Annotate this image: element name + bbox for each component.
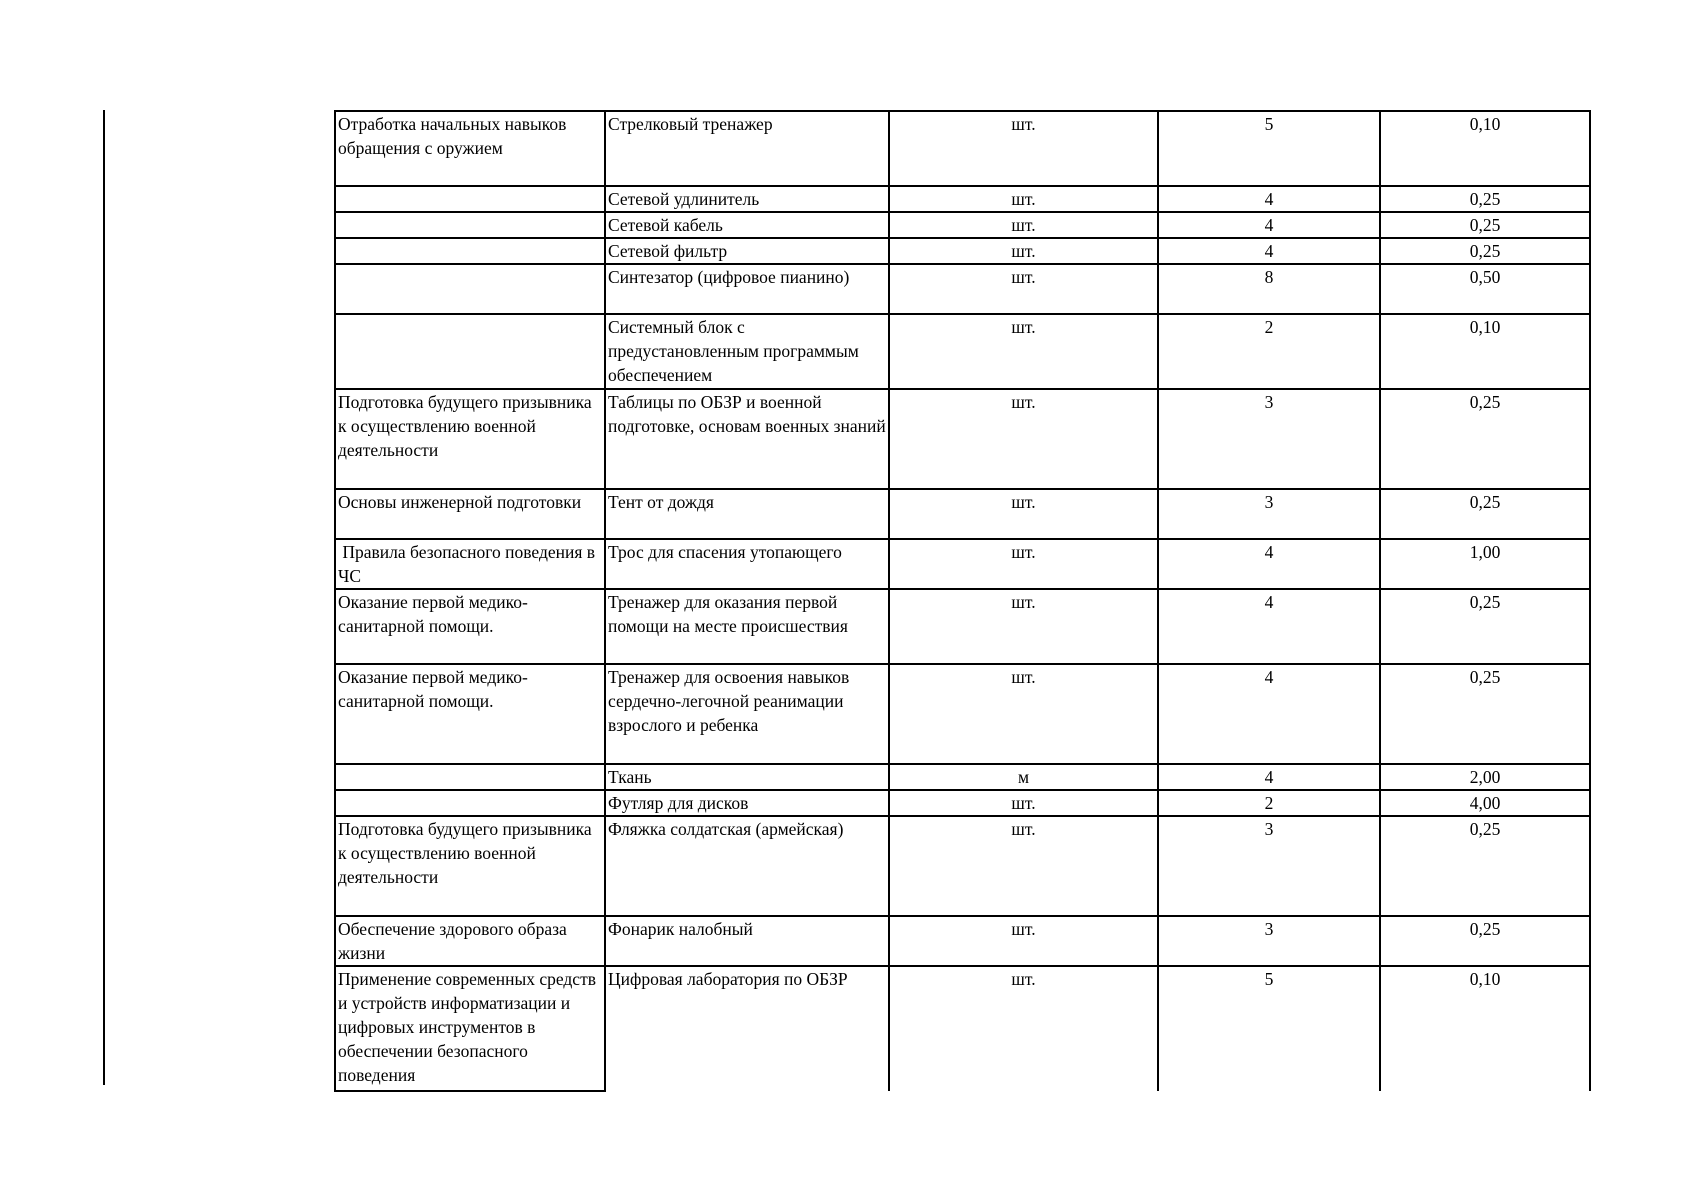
- table-row: [335, 816, 1590, 916]
- quantity-cell: 4: [1158, 539, 1380, 589]
- term-cell: 2,00: [1380, 764, 1590, 790]
- area-cell: Подготовка будущего призывника к осуществлению военной деятельности: [335, 389, 605, 489]
- quantity-cell: 4: [1158, 238, 1380, 264]
- area-cell: [335, 264, 605, 314]
- table-row: [335, 238, 1590, 264]
- term-cell: 0,25: [1380, 389, 1590, 489]
- unit-cell: шт.: [889, 916, 1158, 966]
- equipment-table: [334, 110, 1591, 1092]
- term-cell: 0,25: [1380, 212, 1590, 238]
- unit-cell: шт.: [889, 790, 1158, 816]
- area-cell: [335, 764, 605, 790]
- quantity-cell: 2: [1158, 790, 1380, 816]
- term-cell: 0,25: [1380, 489, 1590, 539]
- term-cell: 0,10: [1380, 314, 1590, 389]
- area-cell: [335, 314, 605, 389]
- quantity-cell: 4: [1158, 186, 1380, 212]
- area-cell: [335, 186, 605, 212]
- table-row: [335, 966, 1590, 1091]
- item-cell: Системный блок с предустановленным программым обеспечением: [605, 314, 889, 389]
- table-row: [335, 790, 1590, 816]
- quantity-cell: 3: [1158, 489, 1380, 539]
- unit-cell: шт.: [889, 264, 1158, 314]
- unit-cell: шт.: [889, 589, 1158, 664]
- quantity-cell: 4: [1158, 764, 1380, 790]
- area-cell: [335, 238, 605, 264]
- unit-cell: шт.: [889, 238, 1158, 264]
- table-row: [335, 489, 1590, 539]
- item-cell: Футляр для дисков: [605, 790, 889, 816]
- table-row: [335, 764, 1590, 790]
- area-cell: Правила безопасного поведения в ЧС: [335, 539, 605, 589]
- term-cell: 0,25: [1380, 664, 1590, 764]
- table-row: [335, 539, 1590, 589]
- quantity-cell: 4: [1158, 664, 1380, 764]
- area-cell: [335, 790, 605, 816]
- unit-cell: шт.: [889, 539, 1158, 589]
- table-row: [335, 186, 1590, 212]
- item-cell: Стрелковый тренажер: [605, 111, 889, 186]
- term-cell: 0,25: [1380, 238, 1590, 264]
- item-cell: Сетевой фильтр: [605, 238, 889, 264]
- area-cell: [335, 212, 605, 238]
- unit-cell: шт.: [889, 186, 1158, 212]
- unit-cell: шт.: [889, 489, 1158, 539]
- item-cell: Фляжка солдатская (армейская): [605, 816, 889, 916]
- quantity-cell: 5: [1158, 111, 1380, 186]
- term-cell: 4,00: [1380, 790, 1590, 816]
- unit-cell: шт.: [889, 111, 1158, 186]
- unit-cell: м: [889, 764, 1158, 790]
- term-cell: 0,25: [1380, 916, 1590, 966]
- area-cell: Основы инженерной подготовки: [335, 489, 605, 539]
- table-row: [335, 589, 1590, 664]
- area-cell: Применение современных средств и устройств информатизации и цифровых инструментов в обеспечении безопасного поведения: [335, 966, 605, 1091]
- item-cell: Тренажер для освоения навыков сердечно-легочной реанимации взрослого и ребенка: [605, 664, 889, 764]
- term-cell: 0,50: [1380, 264, 1590, 314]
- term-cell: 0,25: [1380, 589, 1590, 664]
- item-cell: Сетевой удлинитель: [605, 186, 889, 212]
- quantity-cell: 8: [1158, 264, 1380, 314]
- quantity-cell: 3: [1158, 389, 1380, 489]
- unit-cell: шт.: [889, 314, 1158, 389]
- item-cell: Фонарик налобный: [605, 916, 889, 966]
- left-margin-rule: [103, 110, 105, 1085]
- table-row: [335, 916, 1590, 966]
- area-cell: Обеспечение здорового образа жизни: [335, 916, 605, 966]
- quantity-cell: 3: [1158, 916, 1380, 966]
- table-row: [335, 111, 1590, 186]
- term-cell: 0,25: [1380, 186, 1590, 212]
- term-cell: 0,10: [1380, 966, 1590, 1091]
- area-cell: Отработка начальных навыков обращения с оружием: [335, 111, 605, 186]
- table-row: [335, 264, 1590, 314]
- term-cell: 0,10: [1380, 111, 1590, 186]
- item-cell: Тент от дождя: [605, 489, 889, 539]
- quantity-cell: 4: [1158, 589, 1380, 664]
- table-row: [335, 664, 1590, 764]
- quantity-cell: 5: [1158, 966, 1380, 1091]
- item-cell: Сетевой кабель: [605, 212, 889, 238]
- area-cell: Оказание первой медико-санитарной помощи.: [335, 664, 605, 764]
- term-cell: 1,00: [1380, 539, 1590, 589]
- item-cell: Ткань: [605, 764, 889, 790]
- item-cell: Цифровая лаборатория по ОБЗР: [605, 966, 889, 1091]
- term-cell: 0,25: [1380, 816, 1590, 916]
- quantity-cell: 4: [1158, 212, 1380, 238]
- table-row: [335, 212, 1590, 238]
- table-row: [335, 314, 1590, 389]
- area-cell: Подготовка будущего призывника к осуществлению военной деятельности: [335, 816, 605, 916]
- unit-cell: шт.: [889, 966, 1158, 1091]
- unit-cell: шт.: [889, 664, 1158, 764]
- item-cell: Трос для спасения утопающего: [605, 539, 889, 589]
- unit-cell: шт.: [889, 816, 1158, 916]
- item-cell: Синтезатор (цифровое пианино): [605, 264, 889, 314]
- unit-cell: шт.: [889, 212, 1158, 238]
- quantity-cell: 2: [1158, 314, 1380, 389]
- item-cell: Таблицы по ОБЗР и военной подготовке, основам военных знаний: [605, 389, 889, 489]
- quantity-cell: 3: [1158, 816, 1380, 916]
- area-cell: Оказание первой медико-санитарной помощи.: [335, 589, 605, 664]
- item-cell: Тренажер для оказания первой помощи на месте происшествия: [605, 589, 889, 664]
- table-row: [335, 389, 1590, 489]
- unit-cell: шт.: [889, 389, 1158, 489]
